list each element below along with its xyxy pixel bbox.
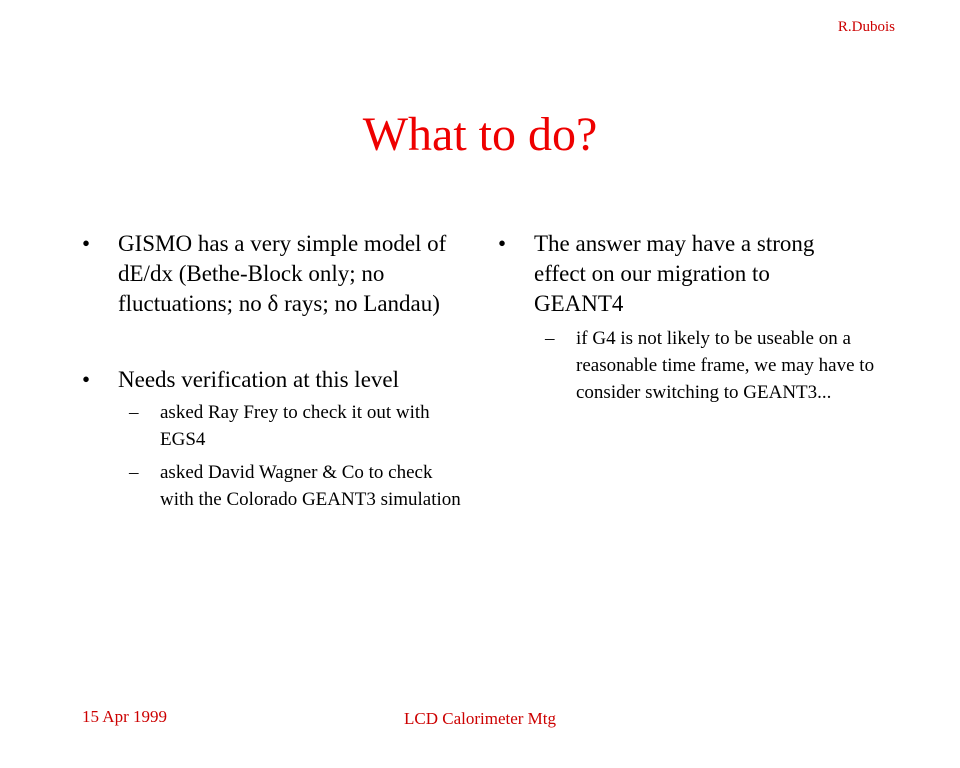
dash-mark: –	[545, 328, 555, 349]
subitem-david-wagner	[82, 459, 482, 513]
dash-mark: –	[129, 402, 139, 423]
bullet-mark: •	[498, 231, 507, 256]
subitem-text: if G4 is not likely to be useable on a reasonable time frame, we may have to consider switching to GEANT3...	[576, 328, 875, 403]
subitem-g4-useable	[498, 325, 888, 406]
footer-meeting: LCD Calorimeter Mtg	[403, 709, 557, 728]
subitem-ray-frey	[82, 399, 482, 453]
bullet-gismo	[82, 229, 482, 319]
author-label: R.Dubois	[837, 19, 895, 35]
slide-title: What to do?	[362, 108, 598, 161]
bullet-text: Needs verification at this level	[118, 367, 400, 392]
bullet-verification	[82, 365, 482, 395]
bullet-text: GISMO has a very simple model of dE/dx (Bethe-Block only; no fluctuations; no δ rays; no Landau)	[118, 231, 447, 316]
bullet-mark: •	[82, 367, 91, 392]
subitem-text: asked Ray Frey to check it out with EGS4	[160, 402, 430, 450]
bullet-mark: •	[82, 231, 91, 256]
subitem-text: asked David Wagner & Co to check with the Colorado GEANT3 simulation	[160, 462, 461, 510]
bullet-answer	[498, 229, 888, 319]
left-column	[82, 229, 482, 513]
dash-mark: –	[129, 462, 139, 483]
bullet-text: The answer may have a strong effect on our migration to GEANT4	[534, 231, 815, 316]
footer-date: 15 Apr 1999	[82, 707, 167, 726]
right-column	[498, 229, 888, 406]
